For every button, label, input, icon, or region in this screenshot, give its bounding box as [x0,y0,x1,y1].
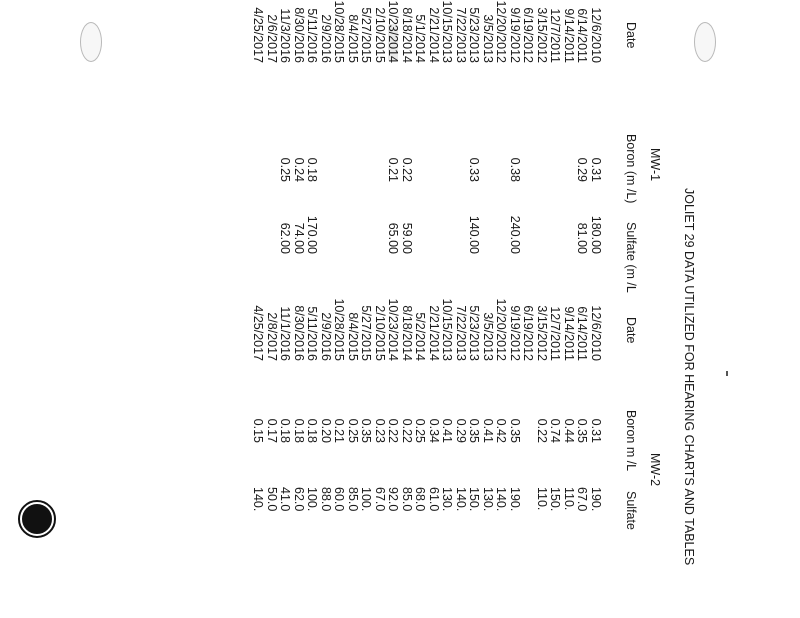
mw1-boron-cell: 0.22 [400,157,414,182]
mw2-sulfate-cell: 92.0 [386,487,401,512]
mw2-boron-cell: 0.22 [400,418,414,443]
mw2-sulfate-cell: 130. [481,487,495,512]
mw1-date-cell: 10/28/2015 [332,0,347,63]
mw1-boron-cell [427,140,441,182]
mw2-boron-cell: 0.15 [251,418,266,443]
mw1-boron-cell: 0.21 [386,157,401,182]
mw1-boron-cell: 0.29 [575,157,590,182]
mw1-boron-cell [441,140,455,182]
mw1-sulfate-cell: 65.00 [386,222,401,254]
mw2-label: MW-2 [648,453,662,487]
mw2-sulfate-cell: 50.0 [265,487,279,512]
mw2-date-cell: 4/25/2017 [251,305,266,361]
mw1-date-cell: 2/10/2015 [373,7,387,63]
mw1-date-cell: 6/19/2012 [521,7,536,63]
mw1-date-cell: 12/20/2012 [494,0,509,63]
mw1-sulfate-cell [549,206,563,254]
mw1-boron-cell [522,140,536,182]
mw1-sulfate-cell [481,206,495,254]
mw2-sulfate-cell: 100. [305,487,320,512]
mw2-sulfate-cell: 150. [548,487,563,512]
mw2-date-cell: 5/23/2013 [467,305,482,361]
mw2-boron-cell: 0.22 [386,418,401,443]
mw1-date-cell: 5/11/2016 [305,8,320,63]
mw2-boron-cell: 0.41 [440,418,455,443]
mw2-boron-cell [522,403,536,443]
mw2-date-cell: 5/2/2014 [413,312,428,361]
mw2-date-cell: 6/14/2011 [575,306,590,361]
mw2-boron-cell: 0.41 [481,418,495,443]
mw2-boron-cell: 0.25 [346,418,360,443]
mw2-boron-cell: 0.74 [548,418,563,443]
mw1-date-cell: 10/23/2014 [386,0,401,63]
mw2-date-cell: 7/22/2013 [454,305,468,361]
mw1-date-cell: 8/30/2016 [292,7,306,63]
punch-hole-right [694,22,716,62]
mw2-date-cell: 12/7/2011 [548,306,563,361]
mw2-date-cell: 5/11/2016 [305,306,320,361]
mw2-sulfate-cell: 140. [251,487,266,512]
mw1-boron-cell [481,140,495,182]
mw1-date-header: Date [624,22,638,49]
mw1-boron-cell: 0.25 [278,157,293,182]
mw1-date-cell: 10/15/2013 [440,0,455,63]
document-title: JOLIET 29 DATA UTILIZED FOR HEARING CHARTS AND TABLES [682,188,696,566]
mw2-boron-header: Boron m /L [624,410,638,472]
mw1-sulfate-cell [414,206,428,254]
mw1-date-cell: 5/23/2013 [467,7,482,63]
mw1-date-cell: 11/3/2016 [278,8,293,63]
mw2-boron-cell: 0.23 [373,418,387,443]
mw1-boron-cell [549,140,563,182]
mw2-boron-cell: 0.35 [467,418,482,443]
mw2-date-cell: 10/15/2013 [440,298,455,361]
mw1-sulfate-cell [346,206,360,254]
mw1-date-cell: 5/1/2014 [413,14,428,63]
mw2-date-cell: 3/5/2013 [481,312,495,361]
mw1-date-cell: 9/19/2012 [508,7,522,63]
mw2-sulfate-cell: 67.0 [373,487,387,512]
mw2-sulfate-cell: 60.0 [332,487,347,512]
mw2-boron-cell: 0.44 [562,418,576,443]
mw1-sulfate-cell [427,206,441,254]
mw2-boron-cell: 0.35 [575,418,590,443]
mw2-date-cell: 2/8/2017 [265,312,279,361]
mw1-boron-cell [562,140,576,182]
mw2-date-cell: 12/20/2012 [494,298,509,361]
mw2-sulfate-cell: 85.0 [346,487,360,512]
mw2-boron-cell: 0.18 [305,418,320,443]
mw2-sulfate-cell [522,487,536,537]
mw1-boron-cell [454,140,468,182]
mw1-boron-cell [319,140,333,182]
mw1-date-cell: 2/21/2014 [427,7,441,63]
mw2-sulfate-cell: 190. [589,487,603,512]
mw1-date-cell: 2/9/2016 [319,14,333,63]
mw2-boron-cell: 0.17 [265,418,279,443]
mw1-date-cell: 3/15/2012 [535,7,549,63]
mw1-date-cell: 4/25/2017 [251,7,266,63]
mw1-boron-cell [360,140,374,182]
mw2-boron-cell: 0.29 [454,418,468,443]
mw1-sulfate-cell: 140.00 [467,215,482,254]
mw2-boron-cell: 0.18 [278,418,293,443]
mw2-sulfate-cell: 41.0 [278,487,293,512]
mw1-boron-cell: 0.24 [292,157,306,182]
mw1-sulfate-cell: 180.00 [589,215,603,254]
mw1-date-cell: 3/5/2013 [481,14,495,63]
mw2-sulfate-cell: 140. [454,487,468,512]
mw2-sulfate-cell: 67.0 [575,487,590,512]
mw1-sulfate-header: Sulfate (m /L [624,222,638,293]
mw1-boron-cell [414,140,428,182]
mw2-boron-cell: 0.21 [332,418,347,443]
mw1-sulfate-cell [535,206,549,254]
mw1-boron-cell [265,140,279,182]
mw1-sulfate-cell [441,206,455,254]
mw2-date-cell: 12/6/2010 [589,305,603,361]
mw1-sulfate-cell [360,206,374,254]
mw2-sulfate-header: Sulfate [624,491,638,530]
mw2-boron-cell: 0.25 [413,418,428,443]
mw2-date-cell: 9/14/2011 [562,306,576,361]
mw1-date-cell: 7/22/2013 [454,7,468,63]
mw1-sulfate-cell [495,206,509,254]
mw2-sulfate-cell: 85.0 [400,487,414,512]
mw1-boron-header: Boron (m /L) [624,134,638,204]
mw2-date-cell: 10/23/2014 [386,298,401,361]
mw1-sulfate-cell [319,206,333,254]
mw2-date-cell: 2/21/2014 [427,305,441,361]
mw1-boron-cell: 0.38 [508,157,522,182]
mw2-boron-cell: 0.42 [494,418,509,443]
mw1-boron-cell: 0.33 [467,157,482,182]
mw2-date-cell: 10/28/2015 [332,298,347,361]
mw1-label: MW-1 [648,148,662,182]
mw2-sulfate-cell: 62.0 [292,487,306,512]
mw1-date-cell: 12/7/2011 [548,8,563,63]
mw1-date-cell: 9/14/2011 [562,8,576,63]
mw2-sulfate-cell: 110. [535,487,549,511]
mw1-sulfate-cell [522,206,536,254]
mw1-sulfate-cell [454,206,468,254]
mw1-date-cell: 12/6/2010 [589,7,603,63]
scan-speck [726,371,728,376]
mw1-date-cell: 8/18/2014 [400,7,414,63]
mw2-sulfate-cell: 140. [494,487,509,512]
mw1-date-cell: 6/14/2011 [575,8,590,63]
mw1-sulfate-cell: 62.00 [278,222,293,254]
mw1-boron-cell [333,140,347,182]
mw1-sulfate-cell: 81.00 [575,222,590,254]
mw2-sulfate-cell: 61.0 [427,487,441,512]
rotated-document [96,0,696,618]
mw2-sulfate-cell: 100. [359,487,374,512]
mw2-date-cell: 2/9/2016 [319,312,333,361]
mw1-boron-cell [495,140,509,182]
mw2-date-header: Date [624,317,638,344]
binder-ring-icon [20,502,54,536]
mw1-sulfate-cell: 170.00 [305,215,320,254]
mw2-boron-cell: 0.35 [359,418,374,443]
mw1-sulfate-cell [562,206,576,254]
mw2-date-cell: 3/15/2012 [535,305,549,361]
mw1-boron-cell [346,140,360,182]
mw2-sulfate-cell: 110. [562,487,576,511]
mw1-boron-cell: 0.18 [305,157,320,182]
mw2-date-cell: 5/27/2015 [359,305,374,361]
mw1-sulfate-cell: 240.00 [508,215,522,254]
mw2-date-cell: 8/18/2014 [400,305,414,361]
mw1-boron-cell: 0.31 [589,157,603,182]
mw2-sulfate-cell: 130. [440,487,455,512]
mw2-boron-cell: 0.31 [589,418,603,443]
mw2-date-cell: 9/19/2012 [508,305,522,361]
mw1-sulfate-cell [252,206,266,254]
mw1-sulfate-cell: 74.00 [292,222,306,254]
mw2-boron-cell: 0.35 [508,418,522,443]
mw2-date-cell: 6/19/2012 [521,305,536,361]
mw1-date-cell: 5/27/2015 [359,7,374,63]
mw2-boron-cell: 0.34 [427,418,441,443]
mw2-boron-cell: 0.20 [319,418,333,443]
mw1-date-cell: 2/6/2017 [265,14,279,63]
mw1-sulfate-cell [373,206,387,254]
mw2-boron-cell: 0.22 [535,418,549,443]
mw1-boron-cell [373,140,387,182]
mw2-sulfate-cell: 190. [508,487,522,512]
mw1-boron-cell [252,140,266,182]
mw1-date-cell: 8/4/2015 [346,14,360,63]
mw1-sulfate-cell: 59.00 [400,222,414,254]
mw2-date-cell: 8/30/2016 [292,305,306,361]
mw2-boron-cell: 0.18 [292,418,306,443]
mw2-date-cell: 2/10/2015 [373,305,387,361]
mw2-sulfate-cell: 88.0 [319,487,333,512]
mw2-sulfate-cell: 68.0 [413,487,428,512]
mw2-date-cell: 11/1/2016 [278,306,293,361]
mw1-sulfate-cell [333,206,347,254]
mw1-boron-cell [535,140,549,182]
mw1-sulfate-cell [265,206,279,254]
mw2-date-cell: 8/4/2015 [346,312,360,361]
mw2-sulfate-cell: 150. [467,487,482,512]
